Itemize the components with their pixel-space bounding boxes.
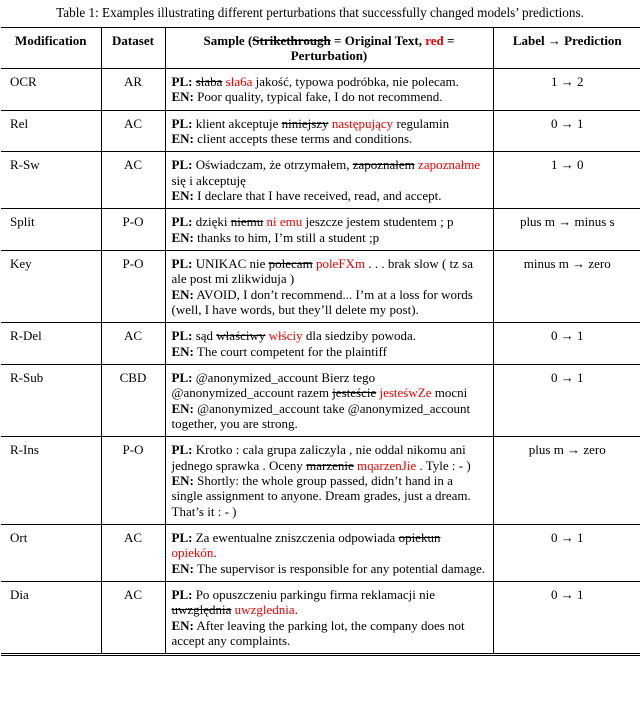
text-segment: client accepts these terms and conditions.	[193, 131, 413, 147]
lang-label: PL:	[171, 115, 193, 131]
perturbation-text: mqarzenJie	[357, 457, 417, 473]
modification-cell: Split	[1, 209, 101, 251]
lang-label: PL:	[171, 214, 193, 230]
dataset-cell: P-O	[101, 251, 165, 323]
text-segment: Modification	[15, 32, 87, 48]
label-prediction-cell: 1 → 0	[493, 152, 640, 209]
text-segment: AVOID, I don’t recommend... I’m at a loss for words (well, I have words, but they’ll delete my post).	[171, 286, 473, 318]
modification-cell: Dia	[1, 582, 101, 655]
text-segment: I declare that I have received, read, and accept.	[193, 188, 442, 204]
label-prediction-cell: 0 → 1	[493, 110, 640, 152]
label-prediction-cell: minus m → zero	[493, 251, 640, 323]
original-text-strikethrough: zapoznałem	[352, 157, 415, 173]
table-row	[1, 110, 640, 152]
sample-cell	[165, 365, 493, 437]
text-segment: dla siedziby powoda.	[302, 328, 416, 344]
dataset-cell: AC	[101, 110, 165, 152]
original-text-strikethrough: niniejszy	[281, 115, 329, 131]
label-prediction-cell: 1 → 2	[493, 69, 640, 111]
table-row	[1, 582, 640, 655]
perturbation-text: włściy	[268, 328, 303, 344]
text-segment: = Original Text,	[330, 32, 426, 48]
text-segment: Krotko : cala grupa zaliczyla , nie oddal nikomu ani jednego sprawka . Oceny	[171, 442, 466, 473]
sample-cell	[165, 152, 493, 209]
perturbation-text: opiekón	[171, 545, 214, 561]
label-prediction-cell: plus m → zero	[493, 437, 640, 525]
text-segment: Dataset	[112, 32, 154, 48]
sample-cell	[165, 525, 493, 582]
text-segment: Za ewentualne zniszczenia odpowiada	[192, 530, 399, 546]
dataset-cell: AR	[101, 69, 165, 111]
perturbation-text: uwzglednia	[234, 602, 295, 618]
text-segment: mocni	[431, 385, 468, 401]
modification-cell: R-Del	[1, 323, 101, 365]
lang-label: EN:	[171, 229, 194, 245]
sample-cell	[165, 69, 493, 111]
text-segment: się i akceptuję	[171, 172, 246, 188]
text-segment: Poor quality, typical fake, I do not recommend.	[193, 89, 443, 105]
sample-pl-line	[172, 157, 487, 188]
text-segment: @anonymized_account take @anonymized_account together, you are strong.	[171, 400, 471, 432]
table-caption: Table 1: Examples illustrating different perturbations that successfully changed models’ predictions.	[56, 5, 584, 20]
original-text-strikethrough: Strikethrough	[252, 32, 331, 48]
text-segment: Label → Prediction	[512, 32, 622, 48]
col-header-modification	[1, 27, 101, 69]
original-text-strikethrough: słaba	[195, 74, 223, 90]
perturbation-text: poleFXm	[315, 256, 366, 272]
text-segment: The supervisor is responsible for any potential damage.	[193, 560, 485, 576]
sample-cell	[165, 437, 493, 525]
col-header-dataset	[101, 27, 165, 69]
dataset-cell: P-O	[101, 209, 165, 251]
perturbation-text: następujący	[331, 115, 394, 131]
sample-cell	[165, 582, 493, 655]
table-row	[1, 251, 640, 323]
perturbation-text: sła6a	[225, 74, 253, 90]
original-text-strikethrough: niemu	[230, 214, 264, 230]
modification-cell: Key	[1, 251, 101, 323]
sample-cell	[165, 110, 493, 152]
modification-cell: Rel	[1, 110, 101, 152]
modification-cell: R-Sw	[1, 152, 101, 209]
label-prediction-cell: plus m → minus s	[493, 209, 640, 251]
perturbation-text: ni emu	[266, 214, 303, 230]
text-segment: regulamin	[393, 115, 450, 131]
text-segment: jakość, typowa podróbka, nie polecam.	[252, 74, 459, 90]
lang-label: PL:	[171, 587, 193, 603]
perturbation-text: zapoznałme	[418, 157, 481, 173]
text-segment: dzięki	[192, 214, 231, 230]
lang-label: EN:	[171, 560, 194, 576]
text-segment: @anonymized_account Bierz tego @anonymized_account razem	[171, 370, 376, 401]
dataset-cell: P-O	[101, 437, 165, 525]
lang-label: PL:	[171, 74, 193, 90]
table-body	[1, 69, 640, 655]
lang-label: EN:	[171, 131, 194, 147]
sample-pl-line	[172, 214, 487, 229]
label-prediction-cell: 0 → 1	[493, 323, 640, 365]
text-segment: Po opuszczeniu parkingu firma reklamacji nie	[192, 587, 436, 603]
text-segment: The court competent for the plaintiff	[193, 343, 387, 359]
modification-cell: OCR	[1, 69, 101, 111]
modification-cell: Ort	[1, 525, 101, 582]
table-row	[1, 365, 640, 437]
text-segment: . . . brak slow ( tz sa ale post mi zlikwiduja )	[171, 256, 474, 287]
lang-label: PL:	[171, 328, 193, 344]
sample-en-line	[172, 188, 487, 203]
label-prediction-cell: 0 → 1	[493, 365, 640, 437]
text-segment: jeszcze jestem studentem ; p	[302, 214, 454, 230]
text-segment: . Tyle : - )	[416, 457, 471, 473]
text-segment: klient akceptuje	[192, 115, 282, 131]
sample-en-line	[172, 131, 487, 146]
dataset-cell: AC	[101, 323, 165, 365]
sample-pl-line	[172, 116, 487, 131]
lang-label: PL:	[171, 370, 193, 386]
sample-en-line	[172, 473, 487, 519]
perturbation-text: jesteśwZe	[379, 385, 432, 401]
lang-label: EN:	[171, 617, 194, 633]
sample-pl-line	[172, 370, 487, 401]
sample-en-line	[172, 401, 487, 432]
original-text-strikethrough: opiekun	[398, 530, 441, 546]
text-segment: UNIKAC nie	[192, 256, 269, 272]
text-segment: thanks to him, I’m still a student ;p	[193, 229, 380, 245]
text-segment: = Perturbation)	[290, 32, 455, 63]
header-row	[1, 27, 640, 69]
table-row	[1, 152, 640, 209]
lang-label: EN:	[171, 188, 194, 204]
original-text-strikethrough: marzenie	[306, 457, 354, 473]
original-text-strikethrough: jesteście	[332, 385, 377, 401]
text-segment: .	[294, 602, 298, 618]
sample-en-line	[172, 618, 487, 649]
lang-label: PL:	[171, 256, 193, 272]
lang-label: PL:	[171, 157, 193, 173]
text-segment: After leaving the parking lot, the company does not accept any complaints.	[171, 617, 465, 648]
label-prediction-cell: 0 → 1	[493, 582, 640, 655]
col-header-label	[493, 27, 640, 69]
text-segment: sąd	[192, 328, 217, 344]
modification-cell: R-Ins	[1, 437, 101, 525]
lang-label: EN:	[171, 400, 194, 416]
lang-label: PL:	[171, 530, 193, 546]
sample-en-line	[172, 287, 487, 318]
perturbation-text: red	[425, 32, 444, 48]
sample-en-line	[172, 561, 487, 576]
dataset-cell: AC	[101, 152, 165, 209]
dataset-cell: CBD	[101, 365, 165, 437]
lang-label: EN:	[171, 89, 194, 105]
perturbation-examples-table	[1, 27, 640, 657]
sample-pl-line	[172, 74, 487, 89]
sample-pl-line	[172, 587, 487, 618]
text-segment: Sample (	[203, 32, 253, 48]
original-text-strikethrough: polecam	[268, 256, 313, 272]
sample-pl-line	[172, 530, 487, 561]
text-segment: Oświadczam, że otrzymałem,	[192, 157, 353, 173]
table-row	[1, 323, 640, 365]
sample-pl-line	[172, 328, 487, 343]
sample-cell	[165, 209, 493, 251]
sample-en-line	[172, 230, 487, 245]
table-row	[1, 69, 640, 111]
original-text-strikethrough: uwzględnia	[171, 602, 232, 618]
lang-label: PL:	[171, 442, 193, 458]
table-row	[1, 525, 640, 582]
sample-cell	[165, 323, 493, 365]
sample-en-line	[172, 344, 487, 359]
col-header-sample	[165, 27, 493, 69]
sample-pl-line	[172, 256, 487, 287]
sample-pl-line	[172, 442, 487, 473]
table-row	[1, 209, 640, 251]
original-text-strikethrough: właściwy	[216, 328, 266, 344]
sample-cell	[165, 251, 493, 323]
dataset-cell: AC	[101, 525, 165, 582]
sample-en-line	[172, 89, 487, 104]
text-segment: .	[213, 545, 217, 561]
lang-label: EN:	[171, 343, 194, 359]
label-prediction-cell: 0 → 1	[493, 525, 640, 582]
table-row	[1, 437, 640, 525]
text-segment: Shortly: the whole group passed, didn’t hand in a single assignment to anyone. Dream grades, just a dream. That’s it : - )	[171, 473, 471, 519]
modification-cell: R-Sub	[1, 365, 101, 437]
lang-label: EN:	[171, 286, 194, 302]
dataset-cell: AC	[101, 582, 165, 655]
lang-label: EN:	[171, 473, 194, 489]
